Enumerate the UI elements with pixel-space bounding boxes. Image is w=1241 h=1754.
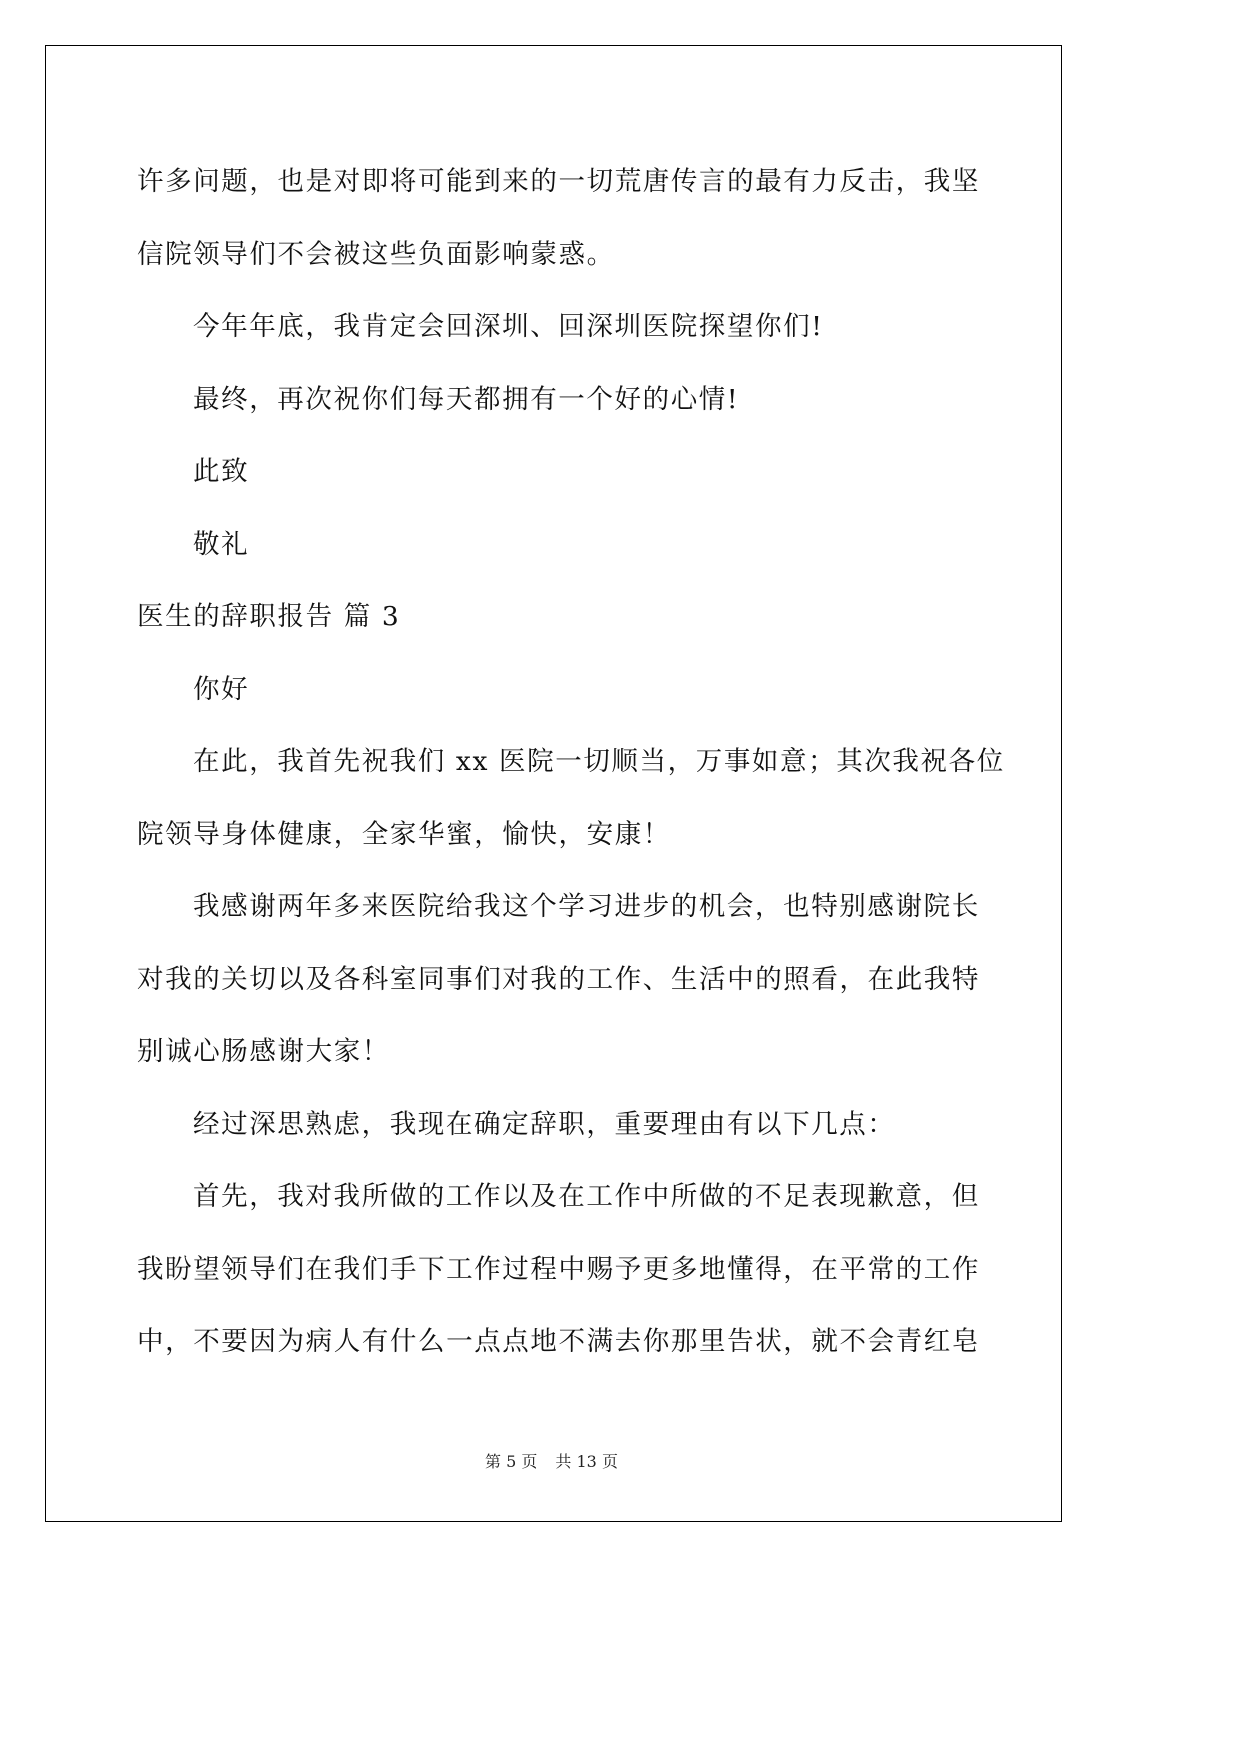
text-line-2: 信院领导们不会被这些负面影响蒙惑。 bbox=[137, 238, 615, 270]
page-number: 第 5 页 bbox=[485, 1452, 538, 1471]
text-line-16: 我盼望领导们在我们手下工作过程中赐予更多地懂得，在平常的工作 bbox=[137, 1253, 980, 1285]
greeting: 你好 bbox=[193, 673, 250, 705]
text-line-11: 我感谢两年多来医院给我这个学习进步的机会，也特别感谢院长 bbox=[193, 891, 980, 922]
text-line-12: 对我的关切以及各科室同事们对我的工作、生活中的照看，在此我特 bbox=[137, 963, 980, 995]
text-line-13: 别诚心肠感谢大家！ bbox=[137, 1036, 390, 1067]
page-footer bbox=[0, 1452, 1103, 1472]
text-line-9: 在此，我首先祝我们 xx 医院一切顺当，万事如意；其次我祝各位 bbox=[193, 746, 1005, 777]
section-heading: 医生的辞职报告 篇 3 bbox=[137, 601, 401, 632]
text-line-10: 院领导身体健康，全家华蜜，愉快，安康！ bbox=[137, 818, 671, 850]
text-line-4: 最终，再次祝你们每天都拥有一个好的心情! bbox=[193, 383, 740, 415]
closing-salutation: 此致 bbox=[193, 456, 250, 487]
document-body bbox=[137, 146, 1005, 1379]
closing-regards: 敬礼 bbox=[193, 528, 250, 560]
page-total: 共 13 页 bbox=[555, 1452, 618, 1471]
text-line-15: 首先，我对我所做的工作以及在工作中所做的不足表现歉意，但 bbox=[193, 1181, 980, 1212]
text-line-17: 中，不要因为病人有什么一点点地不满去你那里告状，就不会青红皂 bbox=[137, 1326, 980, 1357]
text-line-1: 许多问题，也是对即将可能到来的一切荒唐传言的最有力反击，我坚 bbox=[137, 166, 980, 197]
text-line-3: 今年年底，我肯定会回深圳、回深圳医院探望你们! bbox=[193, 311, 824, 342]
text-line-14: 经过深思熟虑，我现在确定辞职，重要理由有以下几点： bbox=[193, 1108, 896, 1140]
